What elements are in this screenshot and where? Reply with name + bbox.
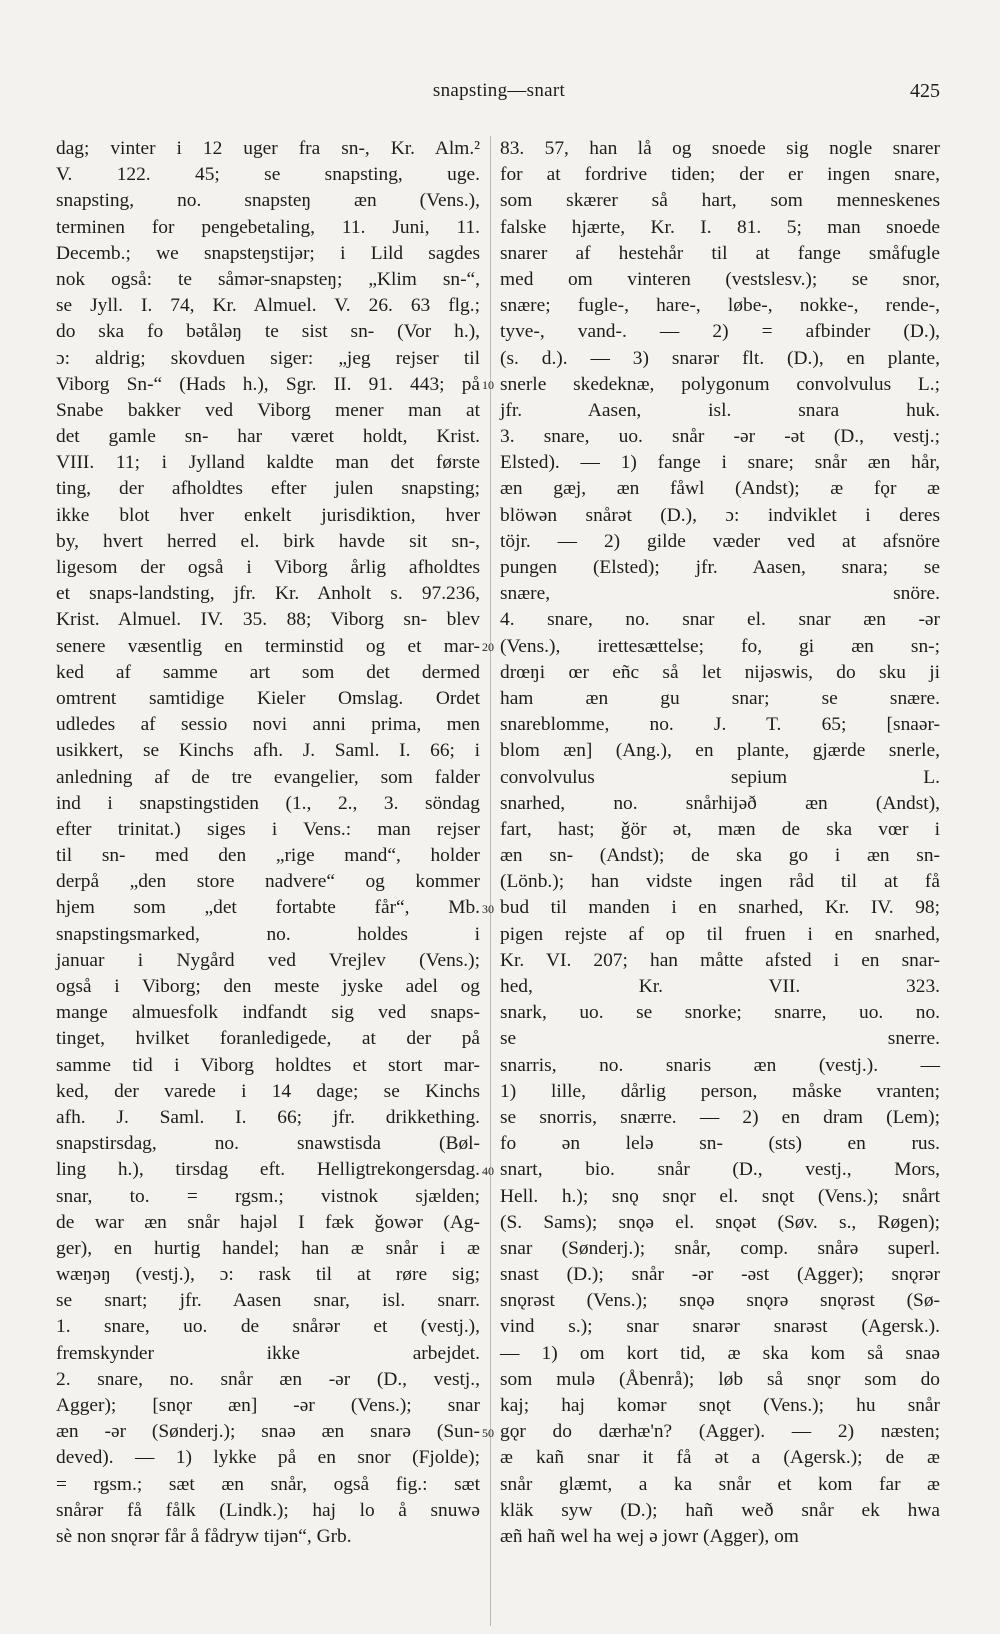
- text-line: fo ən lelə sn- (sts) en rus.: [500, 1133, 940, 1155]
- text-line: pungen (Elsted); jfr. Aasen, snara; se: [500, 557, 940, 578]
- text-line: Krist. Almuel. IV. 35. 88; Viborg sn- blev: [56, 609, 480, 631]
- column-divider: [490, 136, 491, 1626]
- line-number-marker: 40: [482, 1163, 494, 1178]
- text-line: Kr. VI. 207; han måtte afsted i en snar-: [500, 949, 940, 971]
- text-line: wæŋəŋ (vestj.), ɔ: rask til at røre sig;: [56, 1264, 480, 1286]
- text-line: Snabe bakker ved Viborg mener man at: [56, 399, 480, 421]
- text-line: Viborg Sn-“ (Hads h.), Sgr. II. 91. 443; på: [56, 373, 480, 395]
- text-line: snart, bio. snår (D., vestj., Mors,: [500, 1159, 940, 1181]
- text-line: et snaps-landsting, jfr. Kr. Anholt s. 97.236,: [56, 583, 480, 605]
- text-line: VIII. 11; i Jylland kaldte man det første: [56, 452, 480, 474]
- text-line: 1) lille, dårlig person, måske vranten;: [500, 1080, 940, 1102]
- text-line: do ska fo bətåləŋ te sist sn- (Vor h.),: [56, 321, 480, 343]
- text-line: snerle skedeknæ, polygonum convolvulus L.;: [500, 373, 940, 395]
- text-line: Elsted). — 1) fange i snare; snår æn hår,: [500, 452, 940, 474]
- text-line: blöwən snårət (D.), ɔ: indviklet i deres: [500, 504, 940, 526]
- text-line: tyve-, vand-. — 2) = afbinder (D.),: [500, 321, 940, 343]
- text-line: = rgsm.; sæt æn snår, også fig.: sæt: [56, 1473, 480, 1495]
- text-line: convolvulus sepium L.: [500, 766, 940, 788]
- text-line: med om vinteren (vestslesv.); se snor,: [500, 268, 940, 290]
- text-line: 3. snare, uo. snår -ər -ət (D., vestj.;: [500, 426, 940, 448]
- text-line: snar, to. = rgsm.; vistnok sjælden;: [56, 1185, 480, 1207]
- text-line: falske hjærte, Kr. I. 81. 5; man snoede: [500, 216, 940, 238]
- text-line: V. 122. 45; se snapsting, uge.: [56, 164, 480, 186]
- text-line: æn gæj, æn fåwl (Andst); æ fǫr æ: [500, 478, 940, 500]
- text-line: omtrent samtidige Kieler Omslag. Ordet: [56, 687, 480, 709]
- text-line: ling h.), tirsdag eft. Helligtrekongersdag.: [56, 1159, 480, 1181]
- text-line: by, hvert herred el. birk havde sit sn-,: [56, 530, 480, 552]
- text-line: 1. snare, uo. de snårər et (vestj.),: [56, 1316, 480, 1338]
- text-line: hjem som „det fortabte får“, Mb.: [56, 897, 480, 919]
- text-line: terminen for pengebetaling, 11. Juni, 11.: [56, 216, 480, 238]
- text-line: (Lönb.); han vidste ingen råd til at få: [500, 871, 940, 893]
- text-line: samme tid i Viborg holdtes et stort mar-: [56, 1054, 480, 1076]
- text-line: — 1) om kort tid, æ ska kom så snaə: [500, 1342, 940, 1364]
- text-line: afh. J. Saml. I. 66; jfr. drikkething.: [56, 1106, 480, 1128]
- text-line: efter trinitat.) siges i Vens.: man rejser: [56, 818, 480, 840]
- text-line: se snart; jfr. Aasen snar, isl. snarr.: [56, 1290, 480, 1312]
- line-number-marker: 50: [482, 1425, 494, 1440]
- text-line: ham æn gu snar; se snære.: [500, 687, 940, 709]
- text-line: snark, uo. se snorke; snarre, uo. no.: [500, 1002, 940, 1024]
- left-column: [56, 136, 480, 1550]
- text-line: tinget, hvilket foranledigede, at der på: [56, 1028, 480, 1050]
- text-line: ikke blot hver enkelt jurisdiktion, hver: [56, 504, 480, 526]
- text-line: senere væsentlig en terminstid og et mar-: [56, 635, 480, 657]
- text-line: æ kañ snar it få ət a (Agersk.); de æ: [500, 1447, 940, 1469]
- text-line: blom æn] (Ang.), en plante, gjærde snerle,: [500, 740, 940, 762]
- text-line: snapstingsmarked, no. holdes i: [56, 923, 480, 945]
- text-line: for at fordrive tiden; der er ingen snare,: [500, 164, 940, 186]
- text-line: ked, der varede i 14 dage; se Kinchs: [56, 1080, 480, 1102]
- text-line: Decemb.; we snapsteŋstijər; i Lild sagdes: [56, 242, 480, 264]
- text-line: 2. snare, no. snår æn -ər (D., vestj.,: [56, 1368, 480, 1390]
- text-line: hed, Kr. VII. 323.: [500, 976, 940, 997]
- text-line: nok også: te såmər-snapsteŋ; „Klim sn-“,: [56, 268, 480, 290]
- text-line: ting, der afholdtes efter julen snapsting;: [56, 478, 480, 500]
- text-line: vind s.); snar snarər snarəst (Agersk.).: [500, 1316, 940, 1338]
- text-line: udledes af sessio novi anni prima, men: [56, 714, 480, 736]
- text-line: 83. 57, han lå og snoede sig nogle snarer: [500, 138, 940, 159]
- line-number-marker: 10: [482, 377, 494, 392]
- text-line: anledning af de tre evangelier, som falder: [56, 766, 480, 788]
- text-line: ɔ: aldrig; skovduen siger: „jeg rejser til: [56, 347, 480, 369]
- text-line: deved). — 1) lykke på en snor (Fjolde);: [56, 1447, 480, 1469]
- text-line: (S. Sams); snǫə el. snǫət (Søv. s., Røgen);: [500, 1211, 940, 1233]
- text-line: kaj; haj komər snǫt (Vens.); hu snår: [500, 1395, 940, 1416]
- text-line: snære, snöre.: [500, 583, 940, 605]
- text-line: fremskynder ikke arbejdet.: [56, 1342, 480, 1364]
- text-line: snarris, no. snaris æn (vestj.). —: [500, 1054, 940, 1076]
- text-line: 4. snare, no. snar el. snar æn -ər: [500, 609, 940, 631]
- text-line: fart, hast; ǧör ət, mæn de ska vœr i: [500, 818, 940, 840]
- text-line: æñ hañ wel ha wej ə jowr (Agger), om: [500, 1525, 799, 1547]
- page-number: 425: [910, 80, 940, 102]
- text-line: de war æn snår hajəl I fæk ǧowər (Ag-: [56, 1211, 480, 1233]
- text-line: derpå „den store nadvere“ og kommer: [56, 871, 480, 893]
- text-line: æn sn- (Andst); de ska go i æn sn-: [500, 845, 940, 867]
- text-line: bud til manden i en snarhed, Kr. IV. 98;: [500, 897, 940, 919]
- text-line: snareblomme, no. J. T. 65; [snaər-: [500, 714, 940, 736]
- text-line: som mulə (Åbenrå); løb så snǫr som do: [500, 1368, 940, 1390]
- text-line: snapstirsdag, no. snawstisda (Bøl-: [56, 1133, 480, 1155]
- text-line: det gamle sn- har været holdt, Krist.: [56, 426, 480, 448]
- text-line: kläk syw (D.); hañ weð snår ek hwa: [500, 1499, 940, 1521]
- text-line: (s. d.). — 3) snarər flt. (D.), en plante,: [500, 347, 940, 369]
- text-line: gǫr do dærhæ'n? (Agger). — 2) næsten;: [500, 1421, 940, 1443]
- text-line: snår glæmt, a ka snår et kom far æ: [500, 1473, 940, 1495]
- running-header: [58, 80, 940, 106]
- text-line: snarhed, no. snårhijəð æn (Andst),: [500, 792, 940, 814]
- text-line: januar i Nygård ved Vrejlev (Vens.);: [56, 949, 480, 971]
- text-line: æn -ər (Sønderj.); snaə æn snarə (Sun-: [56, 1421, 480, 1443]
- line-number-marker: 30: [482, 901, 494, 916]
- text-line: jfr. Aasen, isl. snara huk.: [500, 399, 940, 421]
- text-line: som skærer så hart, som menneskenes: [500, 190, 940, 212]
- text-line: töjr. — 2) gilde væder ved at afsnöre: [500, 530, 940, 552]
- text-line: snar (Sønderj.); snår, comp. snårə superl.: [500, 1237, 940, 1259]
- text-line: usikkert, se Kinchs afh. J. Saml. I. 66; i: [56, 740, 480, 762]
- text-line: mange almuesfolk indfandt sig ved snaps-: [56, 1002, 480, 1024]
- text-line: drœŋi œr eñc så let nijəswis, do sku ji: [500, 661, 940, 683]
- line-number-marker: 20: [482, 639, 494, 654]
- right-column: [500, 136, 940, 1550]
- text-line: ked af samme art som det dermed: [56, 661, 480, 683]
- text-line: (Vens.), irettesættelse; fo, gi æn sn-;: [500, 635, 940, 657]
- text-line: se snerre.: [500, 1028, 940, 1050]
- text-line: snarer af hestehår til at fange småfugle: [500, 242, 940, 264]
- text-line: snast (D.); snår -ər -əst (Agger); snǫrər: [500, 1264, 940, 1286]
- text-line: ger), en hurtig handel; han æ snår i æ: [56, 1237, 480, 1259]
- text-line: til sn- med den „rige mand“, holder: [56, 845, 480, 867]
- text-line: snǫrəst (Vens.); snǫə snǫrə snǫrəst (Sø-: [500, 1290, 940, 1312]
- text-line: se snorris, snærre. — 2) en dram (Lem);: [500, 1106, 940, 1128]
- text-line: sè non snǫrər får å fådryw tijən“, Grb.: [56, 1525, 352, 1547]
- text-line: ind i snapstingstiden (1., 2., 3. söndag: [56, 792, 480, 814]
- text-line: se Jyll. I. 74, Kr. Almuel. V. 26. 63 flg.;: [56, 295, 480, 317]
- text-line: Hell. h.); snǫ snǫr el. snǫt (Vens.); snårt: [500, 1185, 940, 1207]
- text-line: dag; vinter i 12 uger fra sn-, Kr. Alm.²: [56, 138, 480, 159]
- text-line: ligesom der også i Viborg årlig afholdtes: [56, 557, 480, 578]
- text-line: pigen rejste af op til fruen i en snarhed,: [500, 923, 940, 945]
- text-line: snære; fugle-, hare-, løbe-, nokke-, rende-,: [500, 295, 940, 317]
- text-line: snapsting, no. snapsteŋ æn (Vens.),: [56, 190, 480, 212]
- text-line: snårər få fålk (Lindk.); haj lo å snuwə: [56, 1499, 480, 1521]
- text-line: også i Viborg; den meste jyske adel og: [56, 976, 480, 997]
- text-line: Agger); [snǫr æn] -ər (Vens.); snar: [56, 1395, 480, 1416]
- running-head-title: snapsting—snart: [432, 80, 566, 101]
